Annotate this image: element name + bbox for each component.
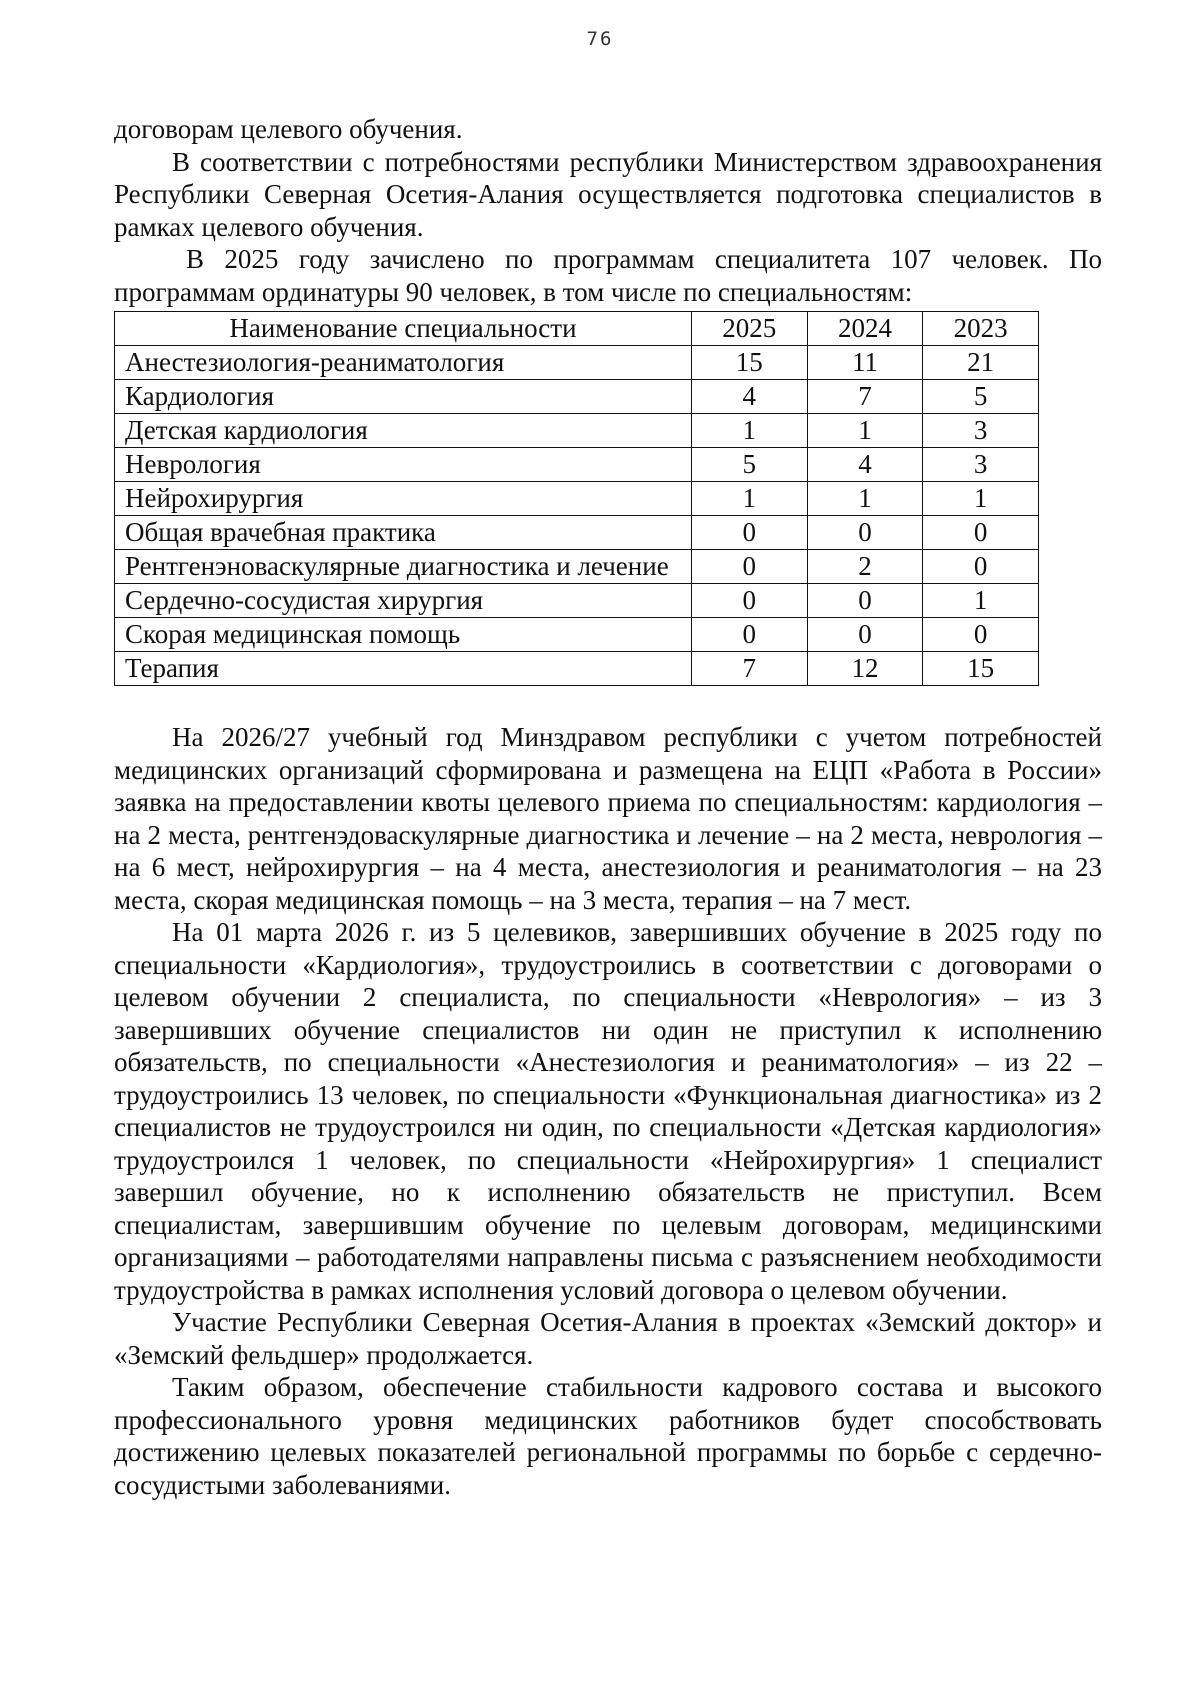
value-2025: 5 — [691, 448, 807, 482]
value-2023: 1 — [923, 482, 1039, 516]
specialty-name: Кардиология — [115, 380, 692, 414]
column-header-2025: 2025 — [691, 312, 807, 346]
document-body — [114, 113, 1102, 1501]
paragraph-employment-status: На 01 марта 2026 г. из 5 целевиков, завершивших обучение в 2025 году по специальности «Кардиология», трудоустроились в соответствии с договорами о целевом обучении 2 специалиста, по специальности «Неврология» – из 3 завершивших обучение специалистов ни один не приступил к исполнению обязательств, по специальности «Анестезиология и реаниматология» – из 22 – трудоустроились 13 человек, по специальности «Функциональная диагностика» из 2 специалистов не трудоустроился ни один, по специальности «Детская кардиология» трудоустроился 1 человек, по специальности «Нейрохирургия» 1 специалист завершил обучение, но к исполнению обязательств не приступил. Всем специалистам, завершившим обучение по целевым договорам, медицинскими организациями – работодателями направлены письма с разъяснением необходимости трудоустройства в рамках исполнения условий договора о целевом обучении. — [114, 917, 1102, 1305]
value-2023: 21 — [923, 346, 1039, 380]
specialty-name: Рентгенэноваскулярные диагностика и лечение — [115, 550, 692, 584]
table-row — [115, 414, 1039, 448]
value-2024: 2 — [807, 550, 923, 584]
table-row — [115, 652, 1039, 686]
specialty-name: Общая врачебная практика — [115, 516, 692, 550]
value-2024: 11 — [807, 346, 923, 380]
column-header-2024: 2024 — [807, 312, 923, 346]
specialties-table — [114, 311, 1039, 686]
value-2024: 12 — [807, 652, 923, 686]
value-2025: 7 — [691, 652, 807, 686]
specialty-name: Анестезиология-реаниматология — [115, 346, 692, 380]
value-2025: 4 — [691, 380, 807, 414]
value-2023: 3 — [923, 448, 1039, 482]
value-2023: 0 — [923, 618, 1039, 652]
paragraph-conclusion: Таким образом, обеспечение стабильности кадрового состава и высокого профессионального уровня медицинских работников будет способствовать достижению целевых показателей региональной программы по борьбе с сердечно-сосудистыми заболеваниями. — [114, 1372, 1102, 1500]
value-2024: 7 — [807, 380, 923, 414]
specialty-name: Детская кардиология — [115, 414, 692, 448]
table-row — [115, 346, 1039, 380]
value-2023: 15 — [923, 652, 1039, 686]
specialty-name: Нейрохирургия — [115, 482, 692, 516]
value-2024: 0 — [807, 584, 923, 618]
table-row — [115, 516, 1039, 550]
table-row — [115, 584, 1039, 618]
value-2024: 1 — [807, 482, 923, 516]
value-2023: 0 — [923, 516, 1039, 550]
column-header-specialty: Наименование специальности — [115, 312, 692, 346]
table-row — [115, 482, 1039, 516]
value-2024: 0 — [807, 516, 923, 550]
column-header-2023: 2023 — [923, 312, 1039, 346]
value-2025: 1 — [691, 414, 807, 448]
value-2024: 4 — [807, 448, 923, 482]
value-2025: 1 — [691, 482, 807, 516]
paragraph-continuation: договорам целевого обучения. — [114, 114, 463, 144]
table-header-row — [115, 312, 1039, 346]
specialty-name: Сердечно-сосудистая хирургия — [115, 584, 692, 618]
paragraph-targeted-training: В соответствии с потребностями республики Министерством здравоохранения Республики Северная Осетия-Алания осуществляется подготовка специалистов в рамках целевого обучения. — [114, 146, 1102, 242]
value-2024: 0 — [807, 618, 923, 652]
table-row — [115, 380, 1039, 414]
page-number: 76 — [586, 28, 614, 50]
paragraph-quota-request: На 2026/27 учебный год Минздравом республики с учетом потребностей медицинских организаций сформирована и размещена на ЕЦП «Работа в России» заявка на предоставлении квоты целевого приема по специальностям: кардиология – на 2 места, рентгенэдоваскулярные диагностика и лечение – на 2 места, неврология – на 6 мест, нейрохирургия – на 4 места, анестезиология и реаниматология – на 23 места, скорая медицинская помощь – на 3 места, терапия – на 7 мест. — [114, 722, 1102, 915]
specialty-name: Неврология — [115, 448, 692, 482]
table-row — [115, 550, 1039, 584]
value-2025: 0 — [691, 584, 807, 618]
value-2024: 1 — [807, 414, 923, 448]
paragraph-zemsky-projects: Участие Республики Северная Осетия-Алания в проектах «Земский доктор» и «Земский фельдшер» продолжается. — [114, 1307, 1102, 1370]
value-2025: 0 — [691, 550, 807, 584]
value-2023: 0 — [923, 550, 1039, 584]
table-row — [115, 618, 1039, 652]
value-2023: 5 — [923, 380, 1039, 414]
spacer — [114, 686, 1102, 721]
specialty-name: Скорая медицинская помощь — [115, 618, 692, 652]
specialty-name: Терапия — [115, 652, 692, 686]
value-2025: 0 — [691, 516, 807, 550]
value-2025: 0 — [691, 618, 807, 652]
value-2025: 15 — [691, 346, 807, 380]
table-row — [115, 448, 1039, 482]
value-2023: 3 — [923, 414, 1039, 448]
value-2023: 1 — [923, 584, 1039, 618]
paragraph-enrollment-2025: В 2025 году зачислено по программам специалитета 107 человек. По программам ординатуры 90 человек, в том числе по специальностям: — [114, 244, 1102, 307]
